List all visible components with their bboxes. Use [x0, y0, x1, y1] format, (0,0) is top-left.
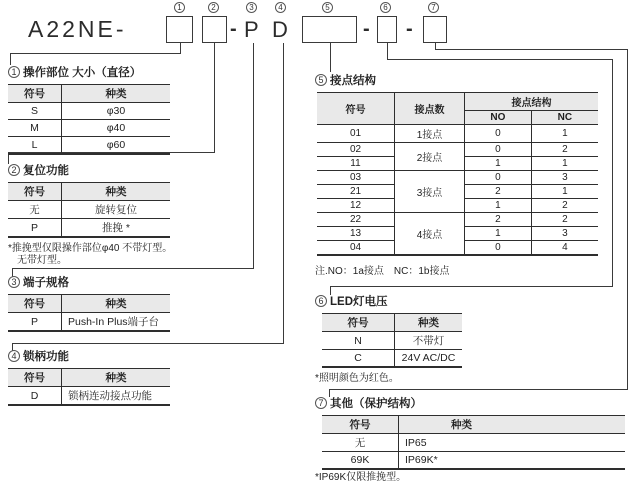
table-row	[317, 125, 598, 143]
cell-type: IP69K*	[399, 452, 626, 470]
cell-type: 锁柄连动接点功能	[62, 387, 171, 406]
connector-7-line	[435, 49, 628, 50]
cell-type: 旋转复位	[62, 201, 171, 219]
operator-size-table	[8, 84, 170, 155]
col-header-type: 种类	[62, 85, 171, 103]
table-row	[322, 434, 625, 452]
circled-1-icon: 1	[8, 66, 20, 78]
code-box-5	[302, 16, 357, 43]
cell-code: M	[8, 120, 62, 137]
cell-type: 24V AC/DC	[395, 350, 463, 368]
cell-code: N	[322, 332, 395, 350]
cell-no: 1	[465, 199, 532, 213]
col-header-type: 种类	[399, 416, 626, 434]
col-header-code: 符号	[8, 369, 62, 387]
cell-code: 21	[317, 185, 395, 199]
cell-code: 无	[322, 434, 399, 452]
cell-code: 03	[317, 171, 395, 185]
col-header-code: 符号	[8, 295, 62, 313]
cell-code: C	[322, 350, 395, 368]
cell-type: Push-In Plus端子台	[62, 313, 171, 332]
cell-code: 无	[8, 201, 62, 219]
section-6-footnote: *照明颜色为红色。	[315, 373, 399, 384]
cell-poles: 4接点	[395, 213, 465, 256]
code-box-7	[423, 16, 447, 43]
connector-3-line	[253, 43, 254, 269]
cell-type: φ40	[62, 120, 171, 137]
cell-poles: 1接点	[395, 125, 465, 143]
contact-note: 注.NO：1a接点 NC：1b接点	[315, 266, 450, 277]
cell-type: φ30	[62, 103, 171, 120]
cell-nc: 1	[531, 157, 598, 171]
cell-type: 推挽 *	[62, 219, 171, 238]
model-seg4-D: D	[272, 17, 288, 42]
col-header-type: 种类	[395, 314, 463, 332]
cell-nc: 2	[531, 143, 598, 157]
table-row	[317, 171, 598, 185]
section-3-title	[8, 274, 170, 290]
section-5-title	[315, 72, 598, 88]
model-dash-6: -	[406, 18, 413, 40]
cell-nc: 2	[531, 213, 598, 227]
section-reset-function	[8, 162, 172, 267]
table-row	[8, 219, 170, 238]
cell-code: 69K	[322, 452, 399, 470]
code-box-1	[166, 16, 193, 43]
col-header-code: 符号	[8, 183, 62, 201]
cell-type: IP65	[399, 434, 626, 452]
cell-code: P	[8, 219, 62, 238]
section-4-title	[8, 348, 170, 364]
section-1-title	[8, 64, 170, 80]
cell-no: 0	[465, 241, 532, 256]
section-1-title-text: 操作部位 大小（直径）	[23, 67, 142, 79]
col-header-type: 种类	[62, 369, 171, 387]
circled-6-icon: 6	[380, 2, 391, 13]
section-contact-structure	[315, 72, 598, 277]
code-box-2	[202, 16, 227, 43]
cell-no: 0	[465, 171, 532, 185]
circled-6-icon: 6	[315, 295, 327, 307]
cell-no: 1	[465, 157, 532, 171]
cell-poles: 3接点	[395, 171, 465, 213]
col-header-type: 种类	[62, 183, 171, 201]
cell-nc: 1	[531, 125, 598, 143]
terminal-spec-table	[8, 294, 170, 332]
table-row	[322, 452, 625, 470]
cell-nc: 3	[531, 171, 598, 185]
contact-structure-table	[317, 92, 598, 256]
col-header-nc: NC	[531, 111, 598, 125]
circled-5-icon: 5	[315, 74, 327, 86]
cell-code: 02	[317, 143, 395, 157]
section-2-title	[8, 162, 172, 178]
cell-code: 13	[317, 227, 395, 241]
section-terminal-spec	[8, 274, 170, 332]
connector-2-line	[214, 43, 215, 153]
section-6-title-text: LED灯电压	[330, 296, 388, 308]
connector-5-line	[330, 43, 331, 72]
cell-code: P	[8, 313, 62, 332]
cell-nc: 4	[531, 241, 598, 256]
reset-function-table	[8, 182, 170, 238]
section-7-title	[315, 395, 625, 411]
table-row	[8, 201, 170, 219]
cell-code: S	[8, 103, 62, 120]
cell-poles: 2接点	[395, 143, 465, 171]
section-2-title-text: 复位功能	[23, 165, 69, 177]
col-header-poles: 接点数	[395, 93, 465, 125]
connector-3-line	[12, 268, 254, 269]
lock-lever-table	[8, 368, 170, 406]
section-5-title-text: 接点结构	[330, 75, 376, 87]
section-lock-lever	[8, 348, 170, 406]
col-header-code: 符号	[317, 93, 395, 125]
circled-3-icon: 3	[8, 276, 20, 288]
table-row	[322, 350, 462, 368]
connector-6-line	[387, 59, 613, 60]
circled-4-icon: 4	[275, 2, 286, 13]
cell-no: 1	[465, 227, 532, 241]
connector-4-line	[283, 43, 284, 344]
table-row	[8, 120, 170, 137]
connector-6-line	[330, 286, 613, 287]
led-voltage-table	[322, 313, 462, 368]
col-header-code: 符号	[322, 314, 395, 332]
section-7-title-text: 其他（保护结构）	[330, 398, 422, 410]
table-row	[8, 103, 170, 120]
cell-no: 0	[465, 125, 532, 143]
col-header-type: 种类	[62, 295, 171, 313]
connector-6-line	[612, 59, 613, 287]
connector-7-line	[627, 49, 628, 390]
circled-1-icon: 1	[174, 2, 185, 13]
section-protection	[315, 395, 625, 484]
circled-3-icon: 3	[246, 2, 257, 13]
col-header-no: NO	[465, 111, 532, 125]
cell-code: 01	[317, 125, 395, 143]
connector-6-line	[387, 43, 388, 60]
table-row	[8, 137, 170, 155]
footnote-line-1: *推挽型仅限操作部位φ40 不带灯型。	[8, 243, 173, 254]
connector-1-line	[10, 53, 181, 54]
col-header-structure: 接点结构	[465, 93, 599, 111]
cell-no: 2	[465, 185, 532, 199]
cell-code: L	[8, 137, 62, 155]
protection-table	[322, 415, 625, 470]
circled-7-icon: 7	[315, 397, 327, 409]
table-row	[317, 143, 598, 157]
circled-4-icon: 4	[8, 350, 20, 362]
cell-type: 不带灯	[395, 332, 463, 350]
cell-no: 2	[465, 213, 532, 227]
circled-2-icon: 2	[208, 2, 219, 13]
cell-nc: 3	[531, 227, 598, 241]
col-header-code: 符号	[8, 85, 62, 103]
section-4-title-text: 锁柄功能	[23, 351, 69, 363]
circled-2-icon: 2	[8, 164, 20, 176]
section-2-footnote	[8, 243, 172, 267]
table-row	[322, 332, 462, 350]
table-row	[317, 213, 598, 227]
connector-4-line	[12, 343, 284, 344]
cell-code: 11	[317, 157, 395, 171]
cell-code: 04	[317, 241, 395, 256]
section-7-footnote: *IP69K仅限推挽型。	[315, 472, 407, 483]
connector-7-line	[329, 389, 628, 390]
cell-code: 22	[317, 213, 395, 227]
table-row	[8, 387, 170, 406]
model-seg3-P: P	[244, 17, 259, 42]
table-row	[8, 313, 170, 332]
model-dash-mid: -	[230, 18, 237, 40]
cell-code: 12	[317, 199, 395, 213]
code-box-6	[377, 16, 397, 43]
circled-5-icon: 5	[322, 2, 333, 13]
cell-nc: 1	[531, 185, 598, 199]
model-dash-5: -	[363, 18, 370, 40]
cell-nc: 2	[531, 199, 598, 213]
section-3-title-text: 端子规格	[23, 277, 69, 289]
section-operator-size	[8, 64, 170, 155]
model-prefix: A22NE-	[28, 16, 127, 42]
col-header-code: 符号	[322, 416, 399, 434]
cell-no: 0	[465, 143, 532, 157]
circled-7-icon: 7	[428, 2, 439, 13]
footnote-line-2: 无带灯型。	[17, 255, 67, 266]
section-6-title	[315, 293, 462, 309]
cell-code: D	[8, 387, 62, 406]
cell-type: φ60	[62, 137, 171, 155]
section-led-voltage	[315, 293, 462, 385]
